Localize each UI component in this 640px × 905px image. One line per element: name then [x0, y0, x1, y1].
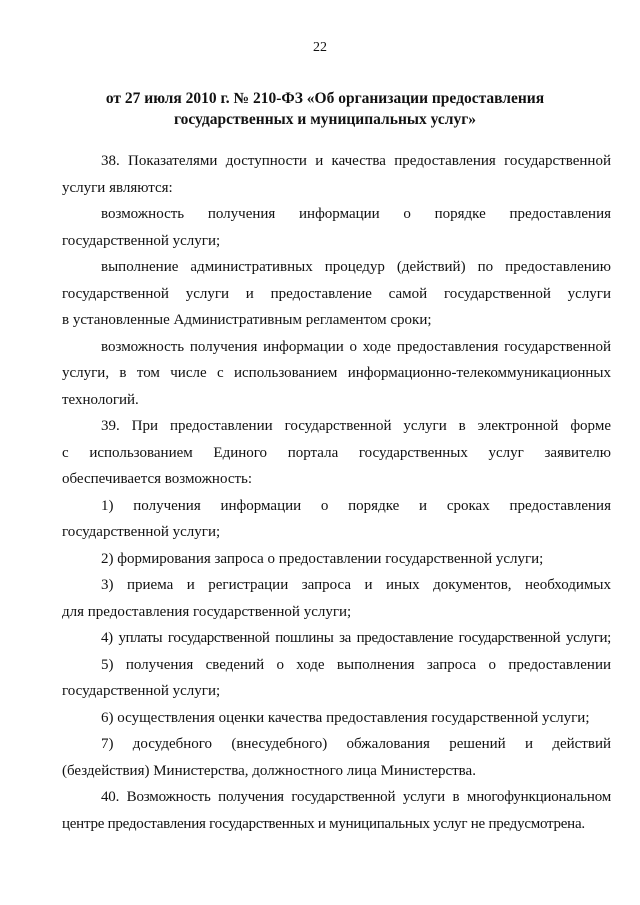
paragraph-line: 2) формирования запроса о предоставлении государственной услуги;: [101, 550, 544, 567]
paragraph-38-item-2: [62, 254, 611, 334]
paragraph-line: 7) досудебного (внесудебного) обжалования решений и действий: [101, 736, 611, 752]
paragraph-line: возможность получения информации о порядке предоставления: [101, 206, 611, 222]
paragraph-line: услуги являются:: [62, 179, 173, 196]
paragraph-line: возможность получения информации о ходе предоставления государственной: [101, 338, 611, 355]
paragraph-line: услуги, в том числе с использованием информационно-телекоммуникационных: [62, 365, 611, 381]
paragraph-line: 38. Показателями доступности и качества предоставления государственной: [101, 153, 611, 169]
paragraph-40: [62, 784, 611, 837]
paragraph-line: 1) получения информации о порядке и сроках предоставления: [101, 497, 611, 514]
paragraph-line: государственной услуги;: [62, 524, 221, 540]
paragraph-line: государственной услуги;: [62, 232, 221, 249]
paragraph-39-item-6: [62, 705, 611, 732]
paragraph-38: [62, 148, 611, 201]
paragraph-line: технологий.: [62, 391, 139, 408]
paragraph-39-item-3: [62, 572, 611, 625]
paragraph-39-item-4: [62, 625, 611, 652]
paragraph-38-item-1: [62, 201, 611, 254]
paragraph-line: обеспечивается возможность:: [62, 471, 253, 487]
paragraph-line: (бездействия) Министерства, должностного лица Министерства.: [62, 762, 476, 779]
page-number: 22: [313, 40, 327, 55]
paragraph-line: 3) приема и регистрации запроса и иных документов, необходимых: [101, 577, 611, 593]
paragraph-line: с использованием Единого портала государственных услуг заявителю: [62, 444, 611, 461]
paragraph-line: 40. Возможность получения государственной услуги в многофункциональном: [101, 789, 611, 805]
document-heading: [60, 88, 590, 130]
paragraph-line: в установленные Административным регламентом сроки;: [62, 312, 432, 328]
paragraph-line: для предоставления государственной услуги;: [62, 603, 352, 620]
paragraph-39-item-5: [62, 652, 611, 705]
paragraph-line: 5) получения сведений о ходе выполнения запроса о предоставлении: [101, 656, 611, 673]
paragraph-line: 6) осуществления оценки качества предоставления государственной услуги;: [101, 709, 590, 726]
paragraph-38-item-3: [62, 334, 611, 414]
heading-line-1: от 27 июля 2010 г. № 210-ФЗ «Об организации предоставления: [105, 90, 545, 107]
paragraph-line: центре предоставления государственных и муниципальных услуг не предусмотрена.: [62, 815, 585, 832]
heading-line-2: государственных и муниципальных услуг»: [174, 111, 476, 128]
paragraph-39-item-1: [62, 493, 611, 546]
paragraph-39-item-2: [62, 546, 611, 573]
paragraph-line: государственной услуги и предоставление самой государственной услуги: [62, 285, 611, 302]
document-body: [62, 148, 611, 837]
paragraph-line: 4) уплаты государственной пошлины за предоставление государственной услуги;: [101, 630, 611, 646]
paragraph-39-item-7: [62, 731, 611, 784]
paragraph-line: 39. При предоставлении государственной услуги в электронной форме: [101, 418, 611, 434]
paragraph-line: государственной услуги;: [62, 683, 221, 699]
paragraph-line: выполнение административных процедур (действий) по предоставлению: [101, 259, 611, 275]
paragraph-39: [62, 413, 611, 493]
